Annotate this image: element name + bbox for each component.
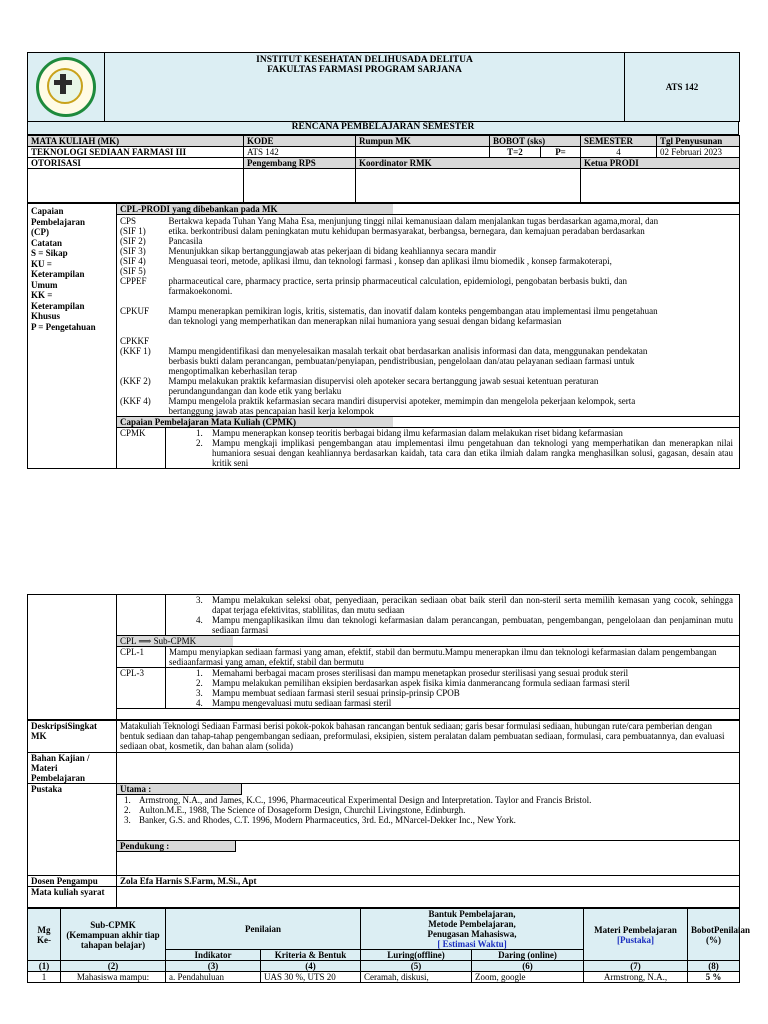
subcpmk-heading-cell <box>117 636 740 647</box>
cpl3-list <box>166 668 740 709</box>
cpl-row-text: farmakoekonomi. <box>168 286 233 296</box>
th-daring: Daring (online) <box>472 950 584 961</box>
cpmk-item-2: 2. Mampu mengkaji implikasi pengembangan atau implementasi ilmu pengetahuan dan teknologi yang memperhatikan dan menerapkan nilai humaniora sesuai dengan keahliannya berdasarkan kaidah, tata cara dan etika ilmiah dalam rangka menghasilkan solusi, gagasan, desain atau kritik seni <box>196 438 733 468</box>
cpl-heading: CPL-PRODI yang dibebankan pada MK <box>117 204 393 214</box>
rps-page-1 <box>27 52 739 469</box>
cpl-row-text: pharmaceutical care, pharmacy practice, serta prinsip pharmaceutical calculation, epidemiologi, pengobatan berbasis bukti, dan <box>168 276 628 286</box>
cpl-row-text: perundangundangan dan kode etik yang berlaku <box>168 386 342 396</box>
pengembang-signature <box>244 169 356 203</box>
pustaka-list <box>117 795 739 825</box>
value-kode: ATS 142 <box>244 147 356 158</box>
pustaka-item-3: 3. Banker, G.S. and Rhodes, C.T. 1996, Modern Pharmaceutics, 3rd. Ed., MNarcel-Dekker Inc., New York. <box>124 815 516 825</box>
subcpmk-item-1: 1. Memahami berbagai macam proses sterilisasi dan mampu menetapkan prosedur sterilisasi yang sesuai produk steril <box>196 668 629 678</box>
syarat-value <box>117 887 740 908</box>
subcpmk-item-2: 2. Mampu melakukan pemilihan eksipien berdasarkan aspek fisika kimia danmerancang formula sediaan farmasi steril <box>196 678 630 688</box>
cpl-row-text: Mampu mengidentifikasi dan menyelesaikan masalah terkait obat berdasarkan analisis informasi dan data, menggunakan pendekatan <box>168 346 648 356</box>
label-semester: SEMESTER <box>581 136 657 147</box>
cpl-row-text: Pancasila <box>168 236 203 246</box>
cpmk-item-3: 3. Mampu melakukan seleksi obat, penyediaan, peracikan sediaan obat baik steril dan non-steril serta memilih kemasan yang cocok, sehingga dapat terjaga efektivitas, stablilitas, dan mutu sediaan <box>196 595 733 615</box>
utama-label: Utama : <box>117 784 242 795</box>
cpl-row-code: (KKF 1) <box>120 346 151 356</box>
row1-mg: 1 <box>28 972 61 983</box>
cpl-row-text: mengoptimalkan keberhasilan terap <box>168 366 297 376</box>
th-kriteria: Kriteria & Bentuk <box>261 950 361 961</box>
table-row <box>28 972 740 983</box>
cpl-row-code: (SIF 4) <box>120 256 146 266</box>
cpl-row-text: Mampu mengelola praktik kefarmasian secara mandiri disupervisi apoteker, memimpin dan mengelola pekerjaan kelompok, serta <box>168 396 636 406</box>
cpmk-cont-list <box>166 595 740 636</box>
cpl-row-code: (SIF 1) <box>120 226 146 236</box>
cpl-row-code <box>120 286 163 296</box>
rps-page-2 <box>27 594 751 983</box>
cpl-row-text <box>169 266 737 276</box>
cpl-row-code: CPS <box>120 216 137 226</box>
th-bentuk: Bantuk Pembelajaran, Metode Pembelajaran, Penugasan Mahasiswa, [ Estimasi Waktu] <box>361 909 584 950</box>
colnum-1: (1) <box>28 961 61 972</box>
cpl1-code: CPL-1 <box>117 647 166 668</box>
info-table <box>27 135 740 203</box>
cpl-row-text: Menunjukkan sikap bertanggungjawab atas pekerjaan di bidang keahliannya secara mandir <box>168 246 497 256</box>
label-ketua: Ketua PRODI <box>581 158 740 169</box>
doc-code: ATS 142 <box>625 53 740 122</box>
cpmk-code: CPMK <box>117 428 166 469</box>
cpl-row-code: CPPEF <box>120 276 147 286</box>
cpmk-heading: Capaian Pembelajaran Mata Kuliah (CPMK) <box>117 417 393 427</box>
cpl-row-text: dan teknologi yang memperhatikan dan menerapkan nilai humaniora yang sesuai dengan bidang kefarmasian <box>168 316 562 326</box>
description-table <box>27 720 740 908</box>
logo-bar-icon <box>54 80 72 85</box>
th-mg: Mg Ke- <box>28 909 61 961</box>
cpl-row-code <box>120 406 163 416</box>
cpl-row-code <box>120 356 163 366</box>
capaian-label: Capaian Pembelajaran (CP) Catatan S = Sikap KU = Keterampilan Umum KK = Keterampilan Khusus P = Pengetahuan <box>28 204 117 469</box>
label-kode: KODE <box>244 136 356 147</box>
page2-top-table <box>27 594 740 720</box>
cpl-heading-cell <box>117 204 740 215</box>
header-table <box>27 52 740 122</box>
th-sub: Sub-CPMK (Kemampuan akhir tiap tahapan belajar) <box>61 909 166 961</box>
bahan-label: Bahan Kajian / Materi Pembelajaran <box>28 753 117 784</box>
value-tgl: 02 Februari 2023 <box>657 147 740 158</box>
label-rumpun: Rumpun MK <box>356 136 490 147</box>
value-semester: 4 <box>581 147 657 158</box>
syarat-label: Mata kuliah syarat <box>28 887 117 908</box>
cpl-row-text: Mampu menerapkan pemikiran logis, kritis, sistematis, dan inovatif dalam konteks pengembangan atau implementasi ilmu pengetahuan <box>168 306 658 316</box>
cpmk-cont-code <box>117 595 166 636</box>
th-luring: Luring(offline) <box>361 950 472 961</box>
colnum-4: (4) <box>261 961 361 972</box>
cpl-row-code: CPKKF <box>120 336 150 346</box>
cpl-row-text <box>169 336 737 346</box>
deskripsi-text: Matakuliah Teknologi Sediaan Farmasi berisi pokok-pokok bahasan rancangan bentuk sediaan; garis besar formulasi sediaan, hubungan rute/cara pemberian dengan bentuk sediaan dan tahap-tahap pengembangan sediaan, preformulasi, eksipien, sistem peralatan dalam pembuatan sediaan, formulasi, cara pembuatannya, dan evaluasi sediaan obat, kosmetik, dan bahan alam (solida) <box>117 721 740 753</box>
row1-bobot: 5 % <box>688 972 740 983</box>
row1-materi: Armstrong, N.A., <box>584 972 688 983</box>
colnum-5: (5) <box>361 961 472 972</box>
row1-daring: Zoom, google <box>472 972 584 983</box>
ketua-signature <box>581 169 740 203</box>
label-koordinator: Koordinator RMK <box>356 158 581 169</box>
th-indikator: Indikator <box>166 950 261 961</box>
capaian-table <box>27 203 740 469</box>
pustaka-utama-cell <box>117 784 740 841</box>
cpl-row-text <box>169 326 737 336</box>
cpl-row-code <box>120 296 163 306</box>
row1-indikator: a. Pendahuluan <box>166 972 261 983</box>
colnum-6: (6) <box>472 961 584 972</box>
colnum-8: (8) <box>688 961 740 972</box>
cpl-row-code <box>120 316 163 326</box>
cpl-row-code <box>120 326 163 336</box>
cpl1-text: Mampu menyiapkan sediaan farmasi yang aman, efektif, stabil dan bermutu.Mampu menerapkan ilmu dan teknologi kefarmasian dalam pengembangan sediaanfarmasi yang aman, efektif, stabil dan bermutu <box>166 647 740 668</box>
cpmk-heading-cell <box>117 417 740 428</box>
colnum-3: (3) <box>166 961 261 972</box>
cpl3-code: CPL-3 <box>117 668 166 709</box>
row1-kriteria: UAS 30 %, UTS 20 <box>261 972 361 983</box>
rps-title-table <box>27 122 739 135</box>
th-materi: Materi Pembelajaran [Pustaka] <box>584 909 688 961</box>
label-bobot: BOBOT (sks) <box>490 136 581 147</box>
cpl-row-code: (KKF 4) <box>120 396 151 406</box>
value-p: P= <box>541 147 581 158</box>
institution-logo <box>36 57 96 117</box>
pustaka-item-1: 1. Armstrong, N.A., and James, K.C., 1996, Pharmaceutical Experimental Design and Interpretation. Taylor and Francis Bristol. <box>124 795 592 805</box>
faculty-name: FAKULTAS FARMASI PROGRAM SARJANA <box>267 65 462 75</box>
bahan-value <box>117 753 740 784</box>
cpl-row-code <box>120 366 163 376</box>
value-mk: TEKNOLOGI SEDIAAN FARMASI III <box>28 147 244 158</box>
cpl-row-text: bertanggung jawab atas pencapaian hasil kerja kelompok <box>168 406 374 416</box>
cpl-texts <box>166 215 740 417</box>
institution-name: INSTITUT KESEHATAN DELIHUSADA DELITUA <box>256 55 473 65</box>
colnum-7: (7) <box>584 961 688 972</box>
cpl-row-text: Bertakwa kepada Tuhan Yang Maha Esa, menjunjung tinggi nilai kemanusiaan dalam menjalankan tugas berdasarkan agama,moral, dan <box>168 216 659 226</box>
cpl-row-text <box>169 296 737 306</box>
row1-luring: Ceramah, diskusi, <box>361 972 472 983</box>
rps-title: RENCANA PEMBELAJARAN SEMESTER <box>28 122 739 135</box>
header-title-cell <box>105 53 625 122</box>
colnum-2: (2) <box>61 961 166 972</box>
pustaka-item-2: 2. Aulton.M.E., 1988, The Science of Dosageform Design, Churchil Livingstone, Edinburgh. <box>124 805 466 815</box>
pustaka-pendukung-cell <box>117 841 740 876</box>
cpmk-list <box>166 428 740 469</box>
cpl-row-code: CPKUF <box>120 306 150 316</box>
subcpmk-heading: CPL ⟹ Sub-CPMK <box>117 636 233 646</box>
value-t: T=2 <box>490 147 541 158</box>
page2-spacer <box>117 709 740 720</box>
schedule-table <box>27 908 751 983</box>
cpl-codes <box>117 215 166 417</box>
cpl-row-code: (SIF 2) <box>120 236 146 246</box>
cpl-row-text: berbasis bukti dalam perancangan, pembuatan/penyiapan, pendistribusian, pengelolaan dan/atau pelayanan sediaan farmasi untuk <box>168 356 635 366</box>
subcpmk-item-4: 4. Mampu mengevaluasi mutu sediaan farmasi steril <box>196 698 392 708</box>
page2-left-blank <box>28 595 117 720</box>
value-rumpun <box>356 147 490 158</box>
label-mk: MATA KULIAH (MK) <box>28 136 244 147</box>
koordinator-signature <box>356 169 581 203</box>
row1-sub: Mahasiswa mampu: <box>61 972 166 983</box>
pendukung-label: Pendukung : <box>117 841 236 852</box>
cpl-row-code: (KKF 2) <box>120 376 151 386</box>
cpl-row-code: (SIF 3) <box>120 246 146 256</box>
cpmk-item-1: 1. Mampu menerapkan konsep teoritis berbagai bidang ilmu kefarmasian dalam melakukan riset bidang kefarmasian <box>196 428 623 438</box>
cpl-row-text: Mampu melakukan praktik kefarmasian disupervisi oleh apoteker secara bertanggung jawab sesuai ketentuan peraturan <box>168 376 599 386</box>
label-pengembang: Pengembang RPS <box>244 158 356 169</box>
cpmk-item-4: 4. Mampu mengaplikasikan ilmu dan teknologi kefarmasian dalam perancangan, pembuatan, pengembangan, pengelolaan dan penjaminan mutu sediaan farmasi <box>196 615 733 635</box>
deskripsi-label: DeskripsiSingkat MK <box>28 721 117 753</box>
logo-cell <box>28 53 105 122</box>
cpl-row-text: Menguasai teori, metode, aplikasi ilmu, dan teknologi farmasi , konsep dan aplikasi ilmu biomedik , konsep farmakoterapi, <box>168 256 612 266</box>
label-otorisasi: OTORISASI <box>28 158 244 169</box>
dosen-label: Dosen Pengampu <box>28 876 117 887</box>
subcpmk-item-3: 3. Mampu membuat sediaan farmasi steril sesuai prinsip-prinsip CPOB <box>196 688 460 698</box>
label-tgl: Tgl Penyusunan <box>657 136 740 147</box>
th-penilaian: Penilaian <box>166 909 361 950</box>
cpl-row-code: (SIF 5) <box>120 266 146 276</box>
pustaka-label: Pustaka <box>28 784 117 876</box>
otorisasi-blank <box>28 169 244 203</box>
th-bobot: BobotPenilaian (%) <box>688 909 740 961</box>
cpl-row-code <box>120 386 163 396</box>
dosen-value: Zola Efa Harnis S.Farm, M.Si., Apt <box>117 876 740 887</box>
cpl-row-text: etika. berkontribusi dalam peningkatan mutu kehidupan bermasyarakat, berbangsa, bernegara, dan kemajuan peradaban berdasarkan <box>168 226 645 236</box>
